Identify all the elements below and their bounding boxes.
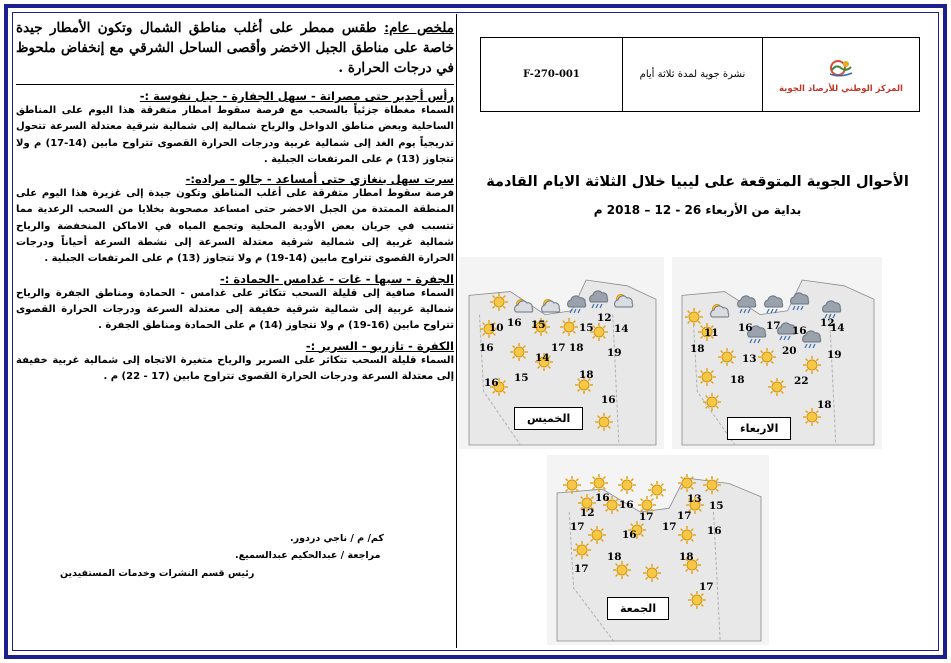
summary-label: ملخص عام: <box>384 20 454 36</box>
sun-icon <box>678 526 696 544</box>
forecast-text-column <box>16 18 454 638</box>
sun-icon <box>678 474 696 492</box>
sun-icon <box>510 343 528 361</box>
temperature-label: 12 <box>820 317 835 329</box>
temperature-label: 16 <box>792 325 807 337</box>
region-3-title: الجفرة - سبها - غات - غدامس -الحمادة :- <box>220 271 454 286</box>
organization-name: المركز الوطني للأرصاد الجوية <box>779 83 903 94</box>
temperature-label: 18 <box>679 551 694 563</box>
temperature-label: 18 <box>607 551 622 563</box>
region-4-body: السماء قليلة السحب تتكاثر على السرير والرياح متغيرة الاتجاه إلى شمالية غربية خفيفة إلى معتدلة السرعة ودرجات الحرارة القصوى تتراوح مابين (17 - 22) م . <box>16 354 454 382</box>
temperature-label: 15 <box>579 322 594 334</box>
map-thursday <box>459 257 664 449</box>
sun-icon <box>718 348 736 366</box>
day-label: الجمعة <box>607 597 669 620</box>
sun-icon <box>703 476 721 494</box>
organization-block <box>763 38 919 111</box>
summary-divider <box>16 84 454 85</box>
temperature-label: 17 <box>574 563 589 575</box>
sun-icon <box>563 476 581 494</box>
temperature-label: 14 <box>535 352 550 364</box>
temperature-label: 13 <box>742 353 757 365</box>
temperature-label: 16 <box>601 394 616 406</box>
sun-icon <box>648 481 666 499</box>
sun-icon <box>573 541 591 559</box>
sun-icon <box>803 356 821 374</box>
region-2-title: سرت سهل بنغازي حتى أمساعد - جالو - مراده:- <box>185 172 454 187</box>
sun-icon <box>685 308 703 326</box>
bulletin-header <box>480 37 920 112</box>
temperature-label: 16 <box>595 492 610 504</box>
sun-icon <box>595 413 613 431</box>
temperature-label: 14 <box>614 323 629 335</box>
prepared-by: كم/ م / ناجي دردور. <box>290 533 384 544</box>
temperature-label: 15 <box>531 319 546 331</box>
temperature-label: 11 <box>704 327 719 339</box>
sun-icon <box>768 378 786 396</box>
sun-icon <box>490 293 508 311</box>
temperature-label: 17 <box>639 511 654 523</box>
sun-icon <box>698 368 716 386</box>
temperature-label: 17 <box>551 342 566 354</box>
temperature-label: 18 <box>569 342 584 354</box>
temperature-label: 20 <box>782 345 797 357</box>
temperature-label: 15 <box>514 372 529 384</box>
sun-icon <box>613 561 631 579</box>
temperature-label: 16 <box>507 317 522 329</box>
sun-icon <box>643 564 661 582</box>
region-1-body: السماء مغطاة جزئياً بالسحب مع فرصة سقوط امطار متفرقة هذا اليوم على المناطق الساحلية وبعض مناطق الدواخل والرياح شمالية إلى شمالية شرقية معتدلة السرعة تتحول تدريجياً يوم الغد إلى شمالية غربية ودرجات الحرارة القصوى تتراوح مابين (14-17) م ولا تتجاوز (13) م على المرتفعات الجبلية . <box>16 105 455 165</box>
temperature-label: 17 <box>766 320 781 332</box>
sun-icon <box>703 393 721 411</box>
sun-icon <box>688 591 706 609</box>
region-1-title: رأس أجدير حتى مصراتة - سهل الجفارة - جبل نفوسة :- <box>139 89 454 103</box>
temperature-label: 13 <box>687 493 702 505</box>
temperature-label: 14 <box>830 322 845 334</box>
reviewed-by: مراجعة / عبدالحكيم عبدالسميع. <box>235 550 381 561</box>
temperature-label: 17 <box>570 521 585 533</box>
forecast-start-date: بداية من الأربعاء 26 - 12 – 2018 م <box>593 203 802 217</box>
sun-icon <box>618 476 636 494</box>
met-office-logo-icon <box>826 56 856 80</box>
region-2-body: فرصة سقوط امطار متفرقة على أغلب المناطق وتكون جيدة إلى غزيرة هذا اليوم على المنطقة الممتدة من الجبل الاخضر حتى امساعد مصحوبة بخلايا من السحب الرعدية مما تتسبب في جريان بعض الأودية المحلية وتجمع المياه في الاماكن المنخفضة والرياح شمالية غربية إلى شمالية شرقية معتدلة السرعة إلى نشطة السرعة أحياناً ودرجات الحرارة القصوى تتراوح مابين (14-19) م ولا تتجاوز (13) م على المرتفعات الجبلية . <box>16 188 454 265</box>
sun-icon <box>588 526 606 544</box>
day-label: الاربعاء <box>727 417 791 440</box>
department-head: رئيس قسم النشرات وخدمات المستفيدين <box>60 568 255 579</box>
temperature-label: 18 <box>579 369 594 381</box>
temperature-label: 17 <box>699 581 714 593</box>
temperature-label: 16 <box>619 499 634 511</box>
general-summary <box>16 18 454 78</box>
temperature-label: 16 <box>707 525 722 537</box>
region-4-title: الكفرة - تازربو - السرير :- <box>305 338 454 353</box>
temperature-label: 10 <box>489 322 504 334</box>
column-divider <box>456 14 457 648</box>
summary-text: طقس ممطر على أغلب مناطق الشمال وتكون الأمطار جيدة خاصة على مناطق الجبل الاخضر وأقصى الساحل الشرقي مع إنخفاض ملحوظ في درجات الحرارة . <box>16 20 454 76</box>
sun-icon <box>590 474 608 492</box>
temperature-label: 18 <box>690 343 705 355</box>
temperature-label: 16 <box>479 342 494 354</box>
region-3-body: السماء صافية إلى قليلة السحب تتكاثر على غدامس - الحمادة ومناطق الجفرة والرياح شمالية غربية إلى شمالية شرقية خفيفة إلى معتدلة السرعة ودرجات الحرارة القصوى تتراوح مابين (16-19) م ولا تتجاوز (14) م على الحمادة ومناطق الجفرة . <box>16 287 454 332</box>
temperature-label: 16 <box>484 377 499 389</box>
map-wednesday <box>672 257 882 449</box>
temperature-label: 12 <box>580 507 595 519</box>
temperature-label: 18 <box>730 374 745 386</box>
temperature-label: 15 <box>709 500 724 512</box>
day-label: الخميس <box>514 407 583 430</box>
form-code: F-270-001 <box>481 38 623 111</box>
forecast-main-title: الأحوال الجوية المتوقعة على ليبيا خلال الثلاثة الايام القادمة <box>486 174 909 190</box>
temperature-label: 22 <box>794 375 809 387</box>
temperature-label: 19 <box>827 349 842 361</box>
sun-icon <box>758 348 776 366</box>
temperature-label: 17 <box>662 521 677 533</box>
sun-icon <box>560 318 578 336</box>
bulletin-title: نشرة جوية لمدة ثلاثة أيام <box>623 38 763 111</box>
temperature-label: 16 <box>622 529 637 541</box>
temperature-label: 12 <box>597 312 612 324</box>
temperature-label: 16 <box>738 322 753 334</box>
map-friday <box>547 455 769 645</box>
temperature-label: 17 <box>677 510 692 522</box>
temperature-label: 19 <box>607 347 622 359</box>
temperature-label: 18 <box>817 399 832 411</box>
